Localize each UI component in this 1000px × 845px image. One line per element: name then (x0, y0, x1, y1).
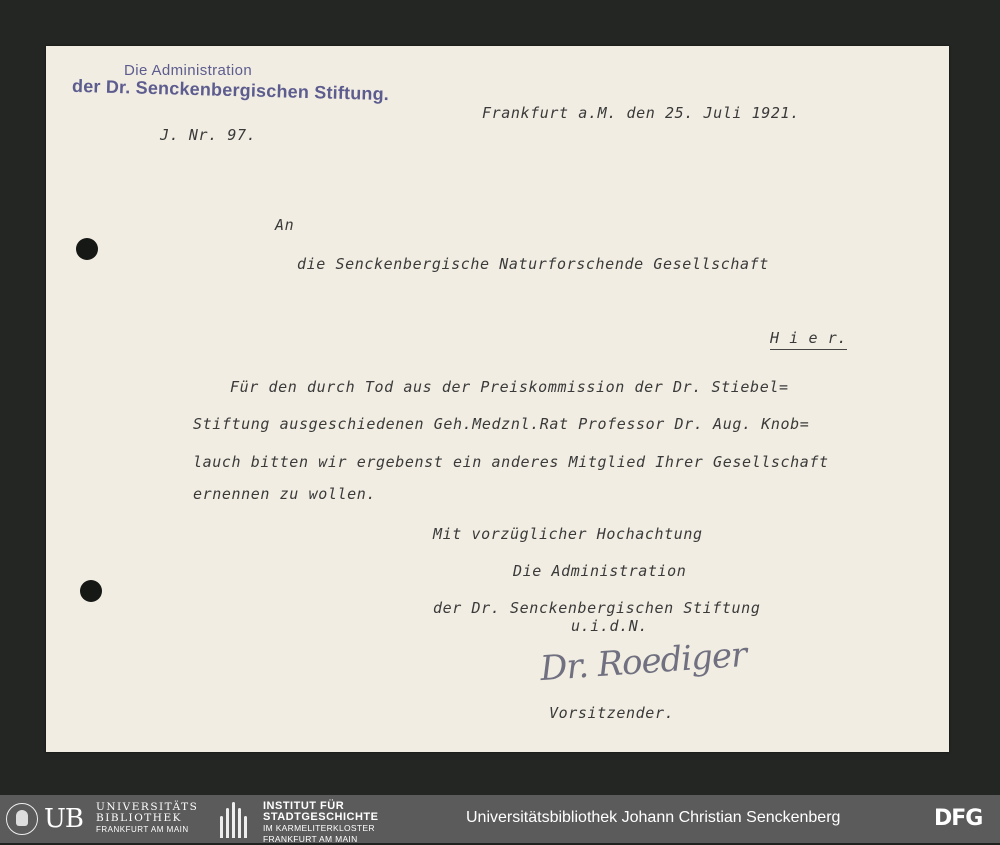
ub-line-2: BIBLIOTHEK (96, 812, 182, 824)
signatory-line-1: Die Administration (513, 562, 687, 580)
stamp-line-1: Die Administration (124, 62, 253, 79)
stamp-line-2: der Dr. Senckenbergischen Stiftung. (71, 75, 390, 105)
footer-bar (0, 795, 1000, 843)
isg-line-1: INSTITUT FÜR (263, 800, 345, 812)
senckenberg-portrait-icon (6, 803, 38, 835)
reference-number: J. Nr. 97. (160, 126, 257, 144)
location (770, 329, 847, 347)
dfg-logo[interactable]: DFG (934, 806, 983, 831)
isg-line-4: FRANKFURT AM MAIN (263, 834, 358, 844)
ub-line-3: FRANKFURT AM MAIN (96, 825, 189, 834)
library-name: Universitätsbibliothek Johann Christian Senckenberg (466, 809, 841, 826)
closing: Mit vorzüglicher Hochachtung (433, 525, 703, 543)
isg-line-2: STADTGESCHICHTE (263, 811, 379, 823)
recipient: die Senckenbergische Naturforschende Gesellschaft (297, 255, 769, 273)
signatory-line-2: der Dr. Senckenbergischen Stiftung (433, 599, 761, 617)
ub-text (96, 802, 198, 835)
isg-line-3: IM KARMELITERKLOSTER (263, 823, 375, 833)
body-line-1: Für den durch Tod aus der Preiskommission der Dr. Stiebel= (230, 378, 789, 396)
letter-paper (46, 46, 949, 752)
recipient-prefix: An (275, 216, 295, 234)
ub-letters: UB (44, 804, 84, 834)
location-text: H i e r. (770, 329, 847, 350)
signatory-line-3: u.i.d.N. (571, 617, 649, 635)
ub-logo[interactable] (6, 803, 83, 835)
signatory-title: Vorsitzender. (549, 704, 675, 722)
isg-logo-icon[interactable] (218, 800, 254, 838)
place-and-date: Frankfurt a.M. den 25. Juli 1921. (482, 104, 800, 122)
handwritten-signature: Dr. Roediger (538, 634, 748, 690)
body-line-2: Stiftung ausgeschiedenen Geh.Medznl.Rat Professor Dr. Aug. Knob= (193, 415, 810, 433)
body-line-3: lauch bitten wir ergebenst ein anderes Mitglied Ihrer Gesellschaft (193, 453, 829, 471)
isg-text (263, 801, 378, 845)
punch-hole-top (76, 238, 98, 260)
body-line-4: ernennen zu wollen. (193, 485, 376, 503)
punch-hole-bottom (80, 580, 102, 602)
ub-line-1: UNIVERSITÄTS (96, 801, 199, 813)
